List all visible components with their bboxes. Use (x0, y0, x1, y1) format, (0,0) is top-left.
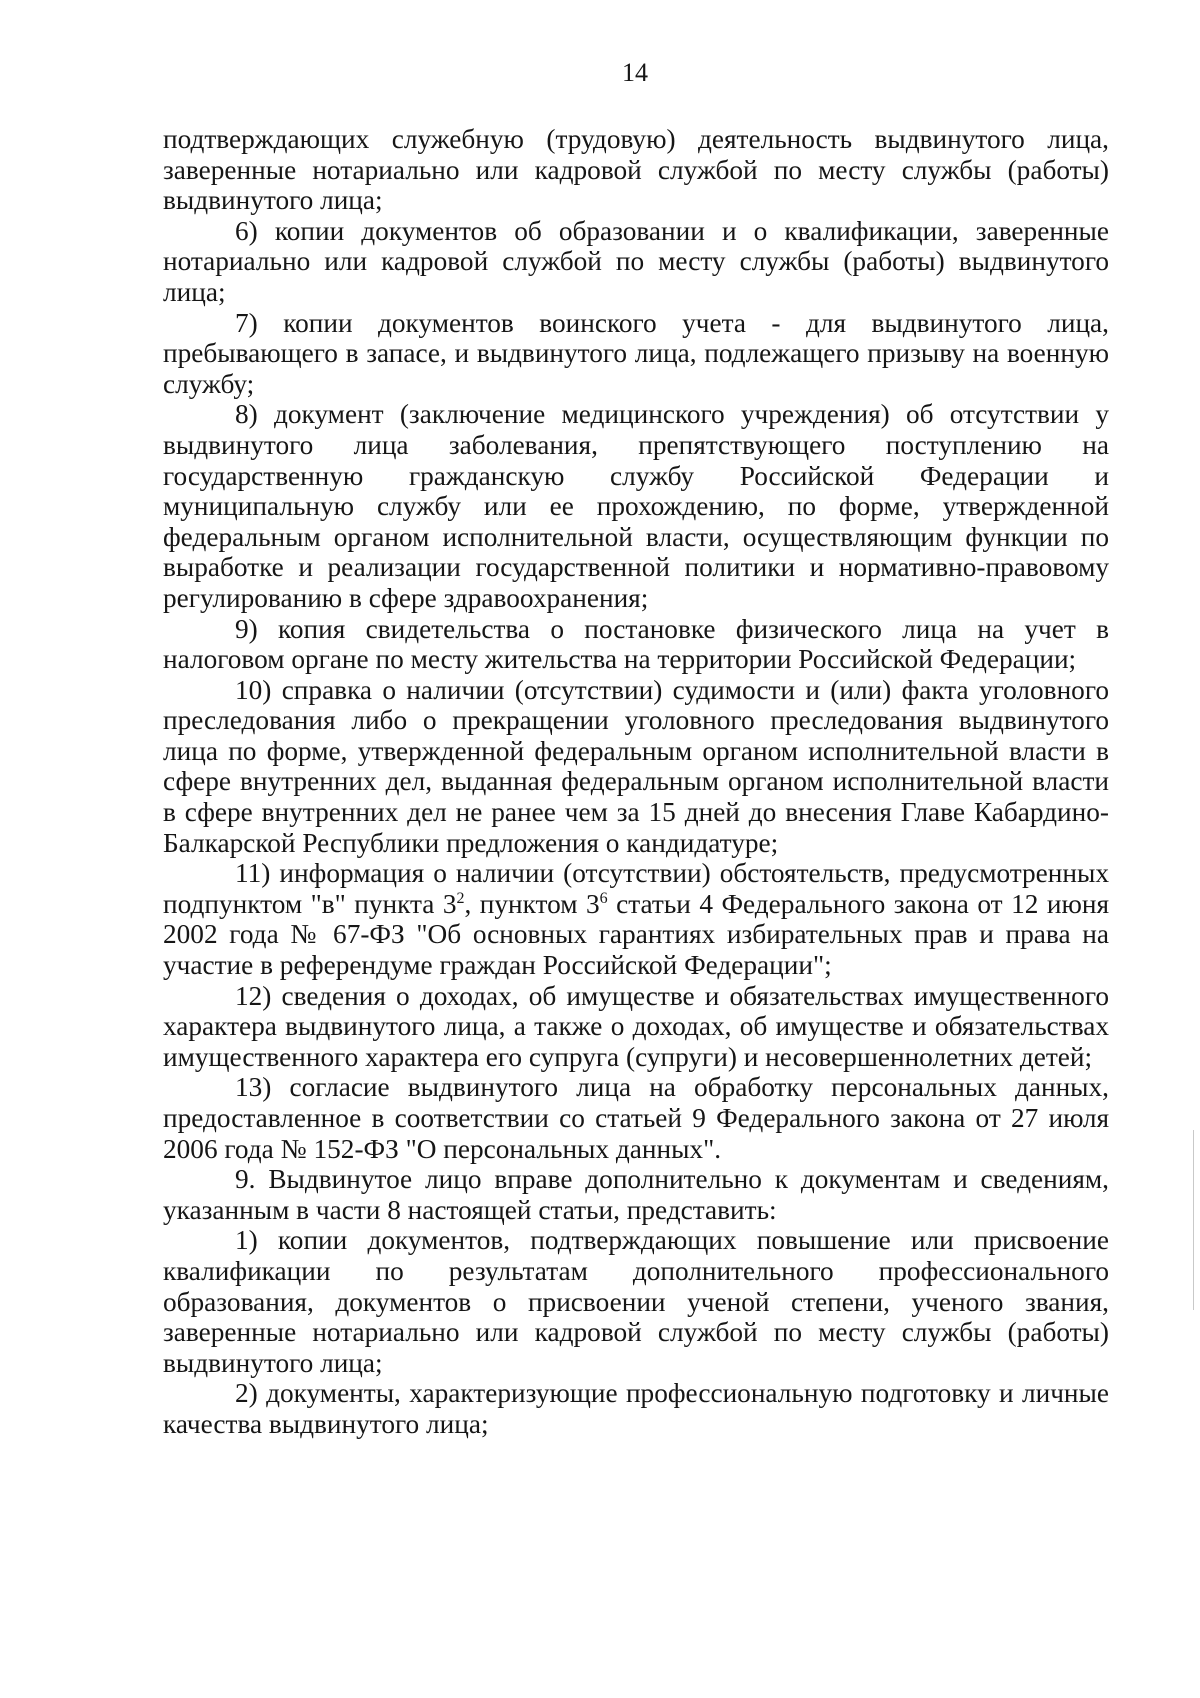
paragraph-item-12: 12) сведения о доходах, об имуществе и обязательствах имущественного характера выдвинутого лица, а также о доходах, об имуществе и обязательствах имущественного характера его супруга (супруги) и несовершеннолетних детей; (163, 980, 1109, 1072)
paragraph-item-13: 13) согласие выдвинутого лица на обработку персональных данных, предоставленное в соответствии со статьей 9 Федерального закона от 27 июля 2006 года № 152-ФЗ "О персональных данных". (163, 1072, 1109, 1164)
paragraph-part-9: 9. Выдвинутое лицо вправе дополнительно к документам и сведениям, указанным в части 8 настоящей статьи, представить: (163, 1164, 1109, 1225)
paragraph-item-8: 8) документ (заключение медицинского учреждения) об отсутствии у выдвинутого лица заболевания, препятствующего поступлению на государственную гражданскую службу Российской Федерации и муниципальную службу или ее прохождению, по форме, утвержденной федеральным органом исполнительной власти, осуществляющим функции по выработке и реализации государственной политики и нормативно-правовому регулированию в сфере здравоохранения; (163, 399, 1109, 613)
paragraph-item-11-text-3: статьи 4 Федерального закона от 12 июня 2002 года № 67-ФЗ "Об основных гарантиях избирательных прав и права на участие в референдуме граждан Российской Федерации"; (163, 888, 1109, 981)
paragraph-item-9: 9) копия свидетельства о постановке физического лица на учет в налоговом органе по месту жительства на территории Российской Федерации; (163, 613, 1109, 675)
paragraph-item-6: 6) копии документов об образовании и о квалификации, заверенные нотариально или кадровой службой по месту службы (работы) выдвинутого лица; (163, 215, 1109, 307)
paragraph-part-9-item-2: 2) документы, характеризующие профессиональную подготовку и личные качества выдвинутого лица; (163, 1378, 1109, 1439)
paragraph-item-11-text-2: , пунктом 3 (464, 888, 600, 919)
scan-edge-line (1193, 1130, 1194, 1310)
page-number: 14 (622, 58, 648, 87)
superscript-2: 2 (456, 889, 465, 907)
paragraph-item-11 (163, 858, 1109, 980)
paragraph-item-7: 7) копии документов воинского учета - для выдвинутого лица, пребывающего в запасе, и выдвинутого лица, подлежащего призыву на военную службу; (163, 307, 1109, 399)
paragraph-item-11-text-1: 11) информация о наличии (отсутствии) обстоятельств, предусмотренных подпунктом "в" пункта 3 (163, 858, 1109, 919)
paragraph-item-10: 10) справка о наличии (отсутствии) судимости и (или) факта уголовного преследования либо о прекращении уголовного преследования выдвинутого лица по форме, утвержденной федеральным органом исполнительной власти в сфере внутренних дел, выданная федеральным органом исполнительной власти в сфере внутренних дел не ранее чем за 15 дней до внесения Главе Кабардино-Балкарской Республики предложения о кандидатуре; (163, 674, 1109, 858)
paragraph-continuation: подтверждающих служебную (трудовую) деятельность выдвинутого лица, заверенные нотариально или кадровой службой по месту службы (работы) выдвинутого лица; (163, 124, 1109, 216)
superscript-6: 6 (599, 889, 608, 907)
document-body (163, 124, 1109, 1440)
paragraph-part-9-item-1: 1) копии документов, подтверждающих повышение или присвоение квалификации по результатам дополнительного профессионального образования, документов о присвоении ученой степени, ученого звания, заверенные нотариально или кадровой службой по месту службы (работы) выдвинутого лица; (163, 1225, 1109, 1378)
